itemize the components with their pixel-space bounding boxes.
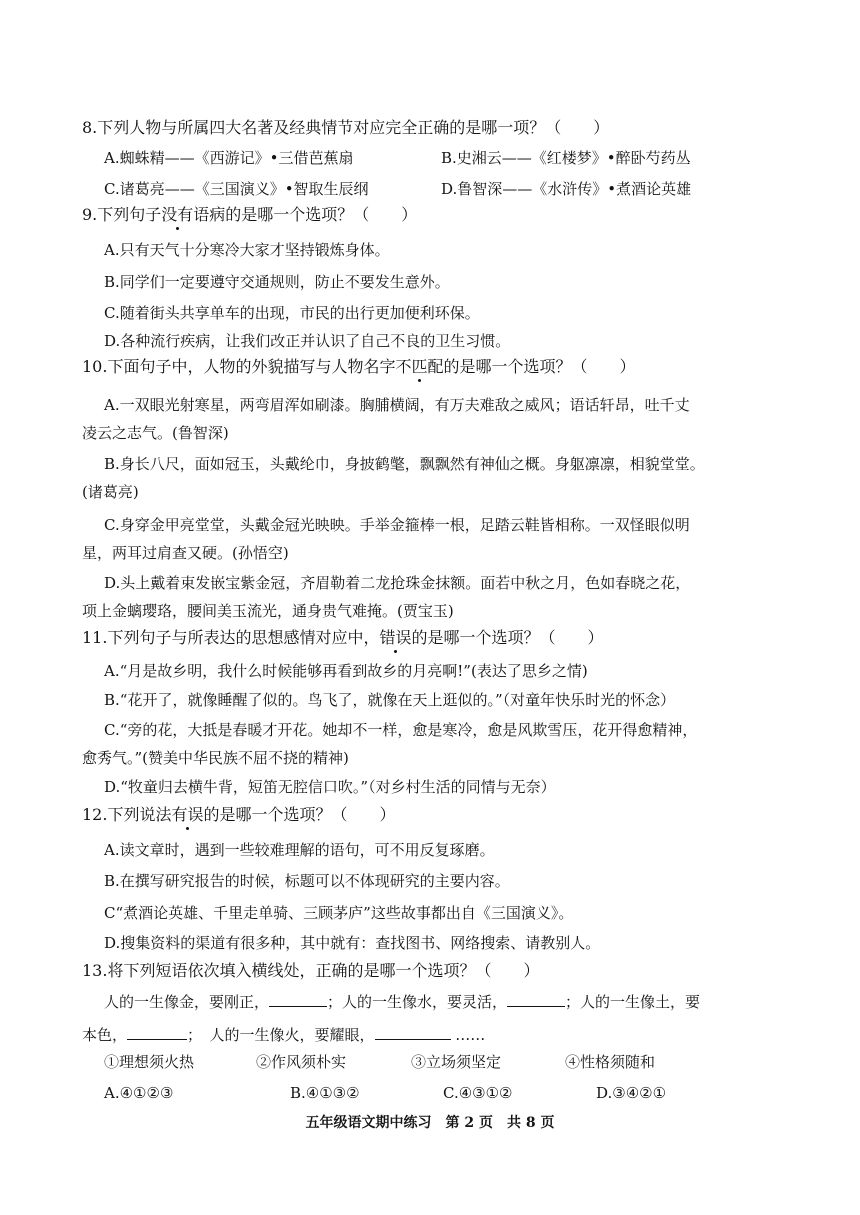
question-12-option-b: B.在撰写研究报告的时候，标题可以不体现研究的主要内容。 xyxy=(104,872,510,890)
question-13-option-b: B.④①③② xyxy=(290,1084,360,1102)
question-13-passage: 人的一生像金，要刚正， ；人的一生像水，要灵活， ；人的一生像土，要 本色， ； 人的一生像火，要耀眼， …… xyxy=(82,986,782,1052)
question-12-option-d: D.搜集资料的渠道有很多种，其中就有：查找图书、网络搜索、请教别人。 xyxy=(104,934,601,952)
question-10-option-b-line-1: B.身长八尺，面如冠玉，头戴纶巾，身披鹤氅，飘飘然有神仙之概。身躯凛凛，相貌堂堂。 xyxy=(104,455,705,473)
fill-blank[interactable] xyxy=(127,1023,187,1040)
question-10-option-a-line-2: 凌云之志气。(鲁智深) xyxy=(82,424,229,442)
question-12-option-a: A.读文章时，遇到一些较难理解的语句，可不用反复琢磨。 xyxy=(104,841,495,859)
page-footer: 五年级语文期中练习 第 2 页 共 8 页 xyxy=(305,1115,555,1131)
question-11-option-a: A.“月是故乡明，我什么时候能够再看到故乡的月亮啊!”(表达了思乡之情) xyxy=(104,662,588,680)
question-10-option-d-line-1: D.头上戴着束发嵌宝紫金冠，齐眉勒着二龙抢珠金抹额。面若中秋之月，色如春晓之花， xyxy=(104,574,691,592)
question-13-phrase-3: ③立场须坚定 xyxy=(411,1053,502,1071)
question-10-option-c-line-1: C.身穿金甲亮堂堂，头戴金冠光映映。手举金箍棒一根，足踏云鞋皆相称。一双怪眼似明 xyxy=(104,516,690,534)
question-8-option-b: B.史湘云——《红楼梦》•醉卧芍药丛 xyxy=(441,149,691,167)
question-13-option-a: A.④①②③ xyxy=(104,1084,174,1102)
question-8-stem: 8.下列人物与所属四大名著及经典情节对应完全正确的是哪一项？（ ） xyxy=(82,118,610,137)
question-13-phrase-1: ①理想须火热 xyxy=(104,1053,195,1071)
question-13-option-c: C.④③①② xyxy=(443,1084,513,1102)
question-12-option-c: C“煮酒论英雄、千里走单骑、三顾茅庐”这些故事都出自《三国演义》。 xyxy=(104,904,574,922)
question-13-phrase-2: ②作风须朴实 xyxy=(256,1053,347,1071)
question-9-option-b: B.同学们一定要遵守交通规则，防止不要发生意外。 xyxy=(104,273,450,291)
question-10-option-c-line-2: 星，两耳过肩查又硬。(孙悟空) xyxy=(82,544,289,562)
fill-blank[interactable] xyxy=(375,1023,451,1040)
question-12-stem: 12.下列说法有误的是哪一个选项？（ ） xyxy=(82,805,396,824)
question-11-option-b: B.“花开了，就像睡醒了似的。鸟飞了，就像在天上逛似的。”（对童年快乐时光的怀念） xyxy=(104,691,676,709)
question-13-phrase-4: ④性格须随和 xyxy=(565,1053,656,1071)
emphasis-mark: 有误 xyxy=(171,805,204,824)
question-9-option-c: C.随着街头共享单车的出现，市民的出行更加便利环保。 xyxy=(104,304,480,322)
question-11-stem: 11.下列句子与所表达的思想感情对应中，错误的是哪一个选项？（ ） xyxy=(82,628,604,647)
question-10-stem: 10.下面句子中，人物的外貌描写与人物名字不匹配的是哪一个选项？（ ） xyxy=(82,357,636,376)
question-9-option-a: A.只有天气十分寒冷大家才坚持锻炼身体。 xyxy=(104,241,390,259)
question-8-option-c: C.诸葛亮——《三国演义》•智取生辰纲 xyxy=(104,180,369,198)
question-11-option-c-line-2: 愈秀气。”(赞美中华民族不屈不挠的精神) xyxy=(82,749,349,767)
question-8-option-a: A.蜘蛛精——《西游记》•三借芭蕉扇 xyxy=(104,149,354,167)
emphasis-mark: 错误 xyxy=(379,628,412,647)
fill-blank[interactable] xyxy=(507,990,565,1007)
question-9-option-d: D.各种流行疾病，让我们改正并认识了自己不良的卫生习惯。 xyxy=(104,332,511,350)
question-9-stem: 9.下列句子没有语病的是哪一个选项？（ ） xyxy=(82,205,418,224)
fill-blank[interactable] xyxy=(269,990,327,1007)
question-11-option-d: D.“牧童归去横牛背，短笛无腔信口吹。”（对乡村生活的同情与无奈） xyxy=(104,778,556,796)
question-13-stem: 13.将下列短语依次填入横线处，正确的是哪一个选项？（ ） xyxy=(82,961,540,980)
question-10-option-d-line-2: 项上金螭璎珞，腰间美玉流光，通身贵气难掩。(贾宝玉) xyxy=(82,602,454,620)
question-8-option-d: D.鲁智深——《水浒传》•煮酒论英雄 xyxy=(441,180,692,198)
question-11-option-c-line-1: C.“旁的花，大抵是春暖才开花。她却不一样，愈是寒冷，愈是风欺雪压，花开得愈精神， xyxy=(104,721,698,739)
question-13-option-d: D.③④②① xyxy=(596,1084,667,1102)
emphasis-mark: 没有 xyxy=(161,205,194,224)
emphasis-mark: 不匹配 xyxy=(395,357,444,376)
question-10-option-a-line-1: A.一双眼光射寒星，两弯眉浑如刷漆。胸脯横阔，有万夫难敌之威风；语话轩昂，吐千丈 xyxy=(104,396,690,414)
question-10-option-b-line-2: (诸葛亮) xyxy=(82,483,139,501)
